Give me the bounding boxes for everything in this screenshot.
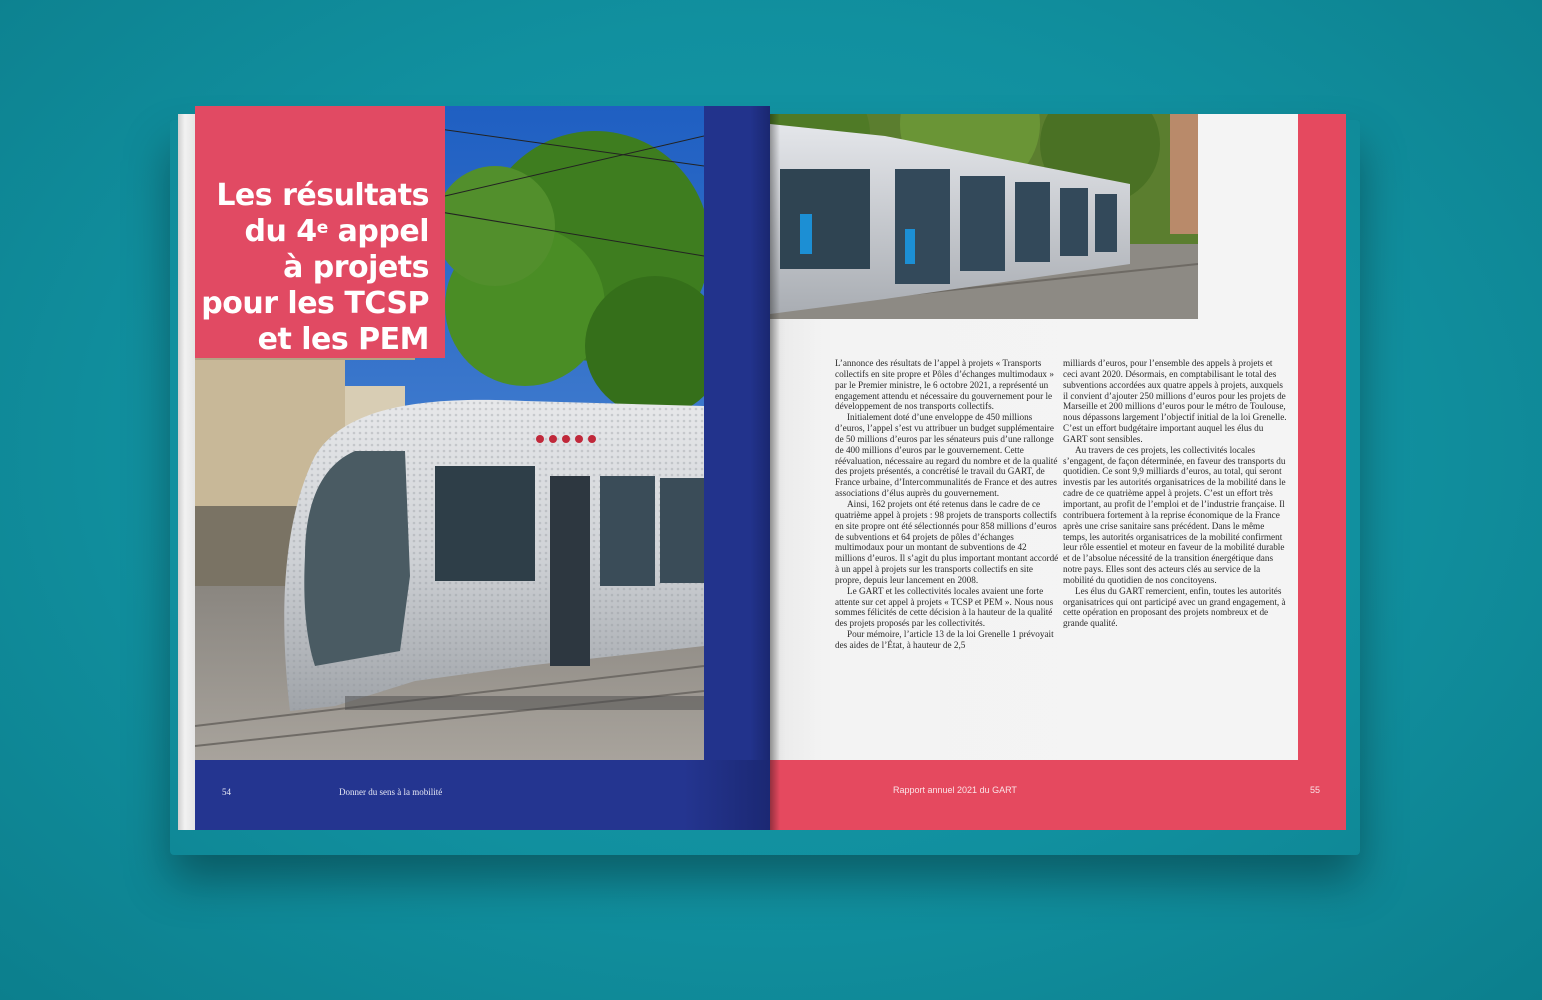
paragraph: L’annonce des résultats de l’appel à projets « Transports collectifs en site propre et Pôles d’échanges multimodaux » par le Premier ministre, le 6 octobre 2021, a représenté un engagement attendu et nécessaire du gouvernement pour le développement de nos transports collectifs. (835, 358, 1054, 412)
title-line-5: et les PEM (257, 322, 429, 357)
article-column-1 (835, 358, 1059, 651)
title-line-4: pour les TCSP (201, 286, 429, 321)
page-number-left: 54 (222, 787, 231, 797)
paragraph: Au travers de ces projets, les collectivités locales s’engagent, de façon déterminée, en faveur des transports du quotidien. Ce sont 9,9 milliards d’euros, au total, qui seront investis par les autorités organisatrices de la mobilité dans le cadre de ce quatrième appel à projets. C’est un effort très important, au profit de l’emploi et de l’industrie française. Il contribuera fortement à la reprise économique de la France après une crise sanitaire sans précédent. Dans le même temps, les autorités organisatrices de la mobilité confirment leur rôle essentiel et moteur en faveur de la mobilité durable et de l’absolue nécessité de la transition énergétique dans notre pays. Elles sont des acteurs clés au service de la mobilité du quotidien de nos concitoyens. (1063, 444, 1286, 585)
paragraph: Pour mémoire, l’article 13 de la loi Grenelle 1 prévoyait des aides de l’État, à hauteur de 2,5 (835, 629, 1054, 650)
tram-photo-right (770, 114, 1198, 319)
paragraph: Ainsi, 162 projets ont été retenus dans le cadre de ce quatrième appel à projets : 98 projets de transports collectifs en site propre ont été sélectionnés pour 858 millions d’euros de subventions et 64 projets de pôles d’échanges multimodaux pour un montant de subventions de 42 millions d’euros. Il s’agit du plus important montant accordé à un appel à projets sur les transports collectifs en site propre, depuis leur lancement en 2008. (835, 498, 1059, 585)
left-footer-band (195, 760, 770, 830)
article-column-2 (1063, 358, 1287, 629)
title-line-2: du 4e appel (244, 214, 429, 249)
page-number-right: 55 (1310, 785, 1321, 795)
paragraph: Initialement doté d’une enveloppe de 450 millions d’euros, l’appel s’est vu attribuer un budget supplémentaire de 50 millions d’euros par les sénateurs puis d’une rallonge de 400 millions d’euros par le gouvernement. Cette réévaluation, nécessaire au regard du nombre et de la qualité des projets présentés, a concrétisé le travail du GART, de France urbaine, d’Intercommunalités de France et des autres associations d’élus auprès du gouvernement. (835, 412, 1058, 499)
running-title-left: Donner du sens à la mobilité (339, 787, 443, 797)
title-box (195, 106, 445, 358)
left-blue-band (704, 106, 770, 760)
paragraph: Les élus du GART remercient, enfin, toutes les autorités organisatrices qui ont participé avec un grand engagement, à cette opération en proposant des projets nombreux et de grande qualité. (1063, 585, 1286, 629)
paragraph: Le GART et les collectivités locales avaient une forte attente sur cet appel à projets « TCSP et PEM ». Nous nous sommes félicités de cette décision à la hauteur de la qualité des projets proposés par les collectivités. (835, 585, 1054, 629)
title-line-1: Les résultats (216, 178, 429, 213)
gutter-shadow (770, 114, 780, 830)
left-page-edge (178, 114, 195, 830)
title-superscript: e (316, 218, 328, 238)
paragraph: milliards d’euros, pour l’ensemble des appels à projets et ceci avant 2020. Désormais, en comptabilisant le total des subventions accordées aux quatre appels à projets, auxquels il convient d’ajouter 250 millions d’euros pour les projets de Marseille et 200 millions d’euros pour le métro de Toulouse, nous dépassons largement l’objectif initial de la loi Grenelle. C’est un effort budgétaire important auquel les élus du GART sont sensibles. (1063, 358, 1287, 444)
running-title-right: Rapport annuel 2021 du GART (893, 785, 1017, 795)
title-line-3: à projets (283, 250, 429, 285)
